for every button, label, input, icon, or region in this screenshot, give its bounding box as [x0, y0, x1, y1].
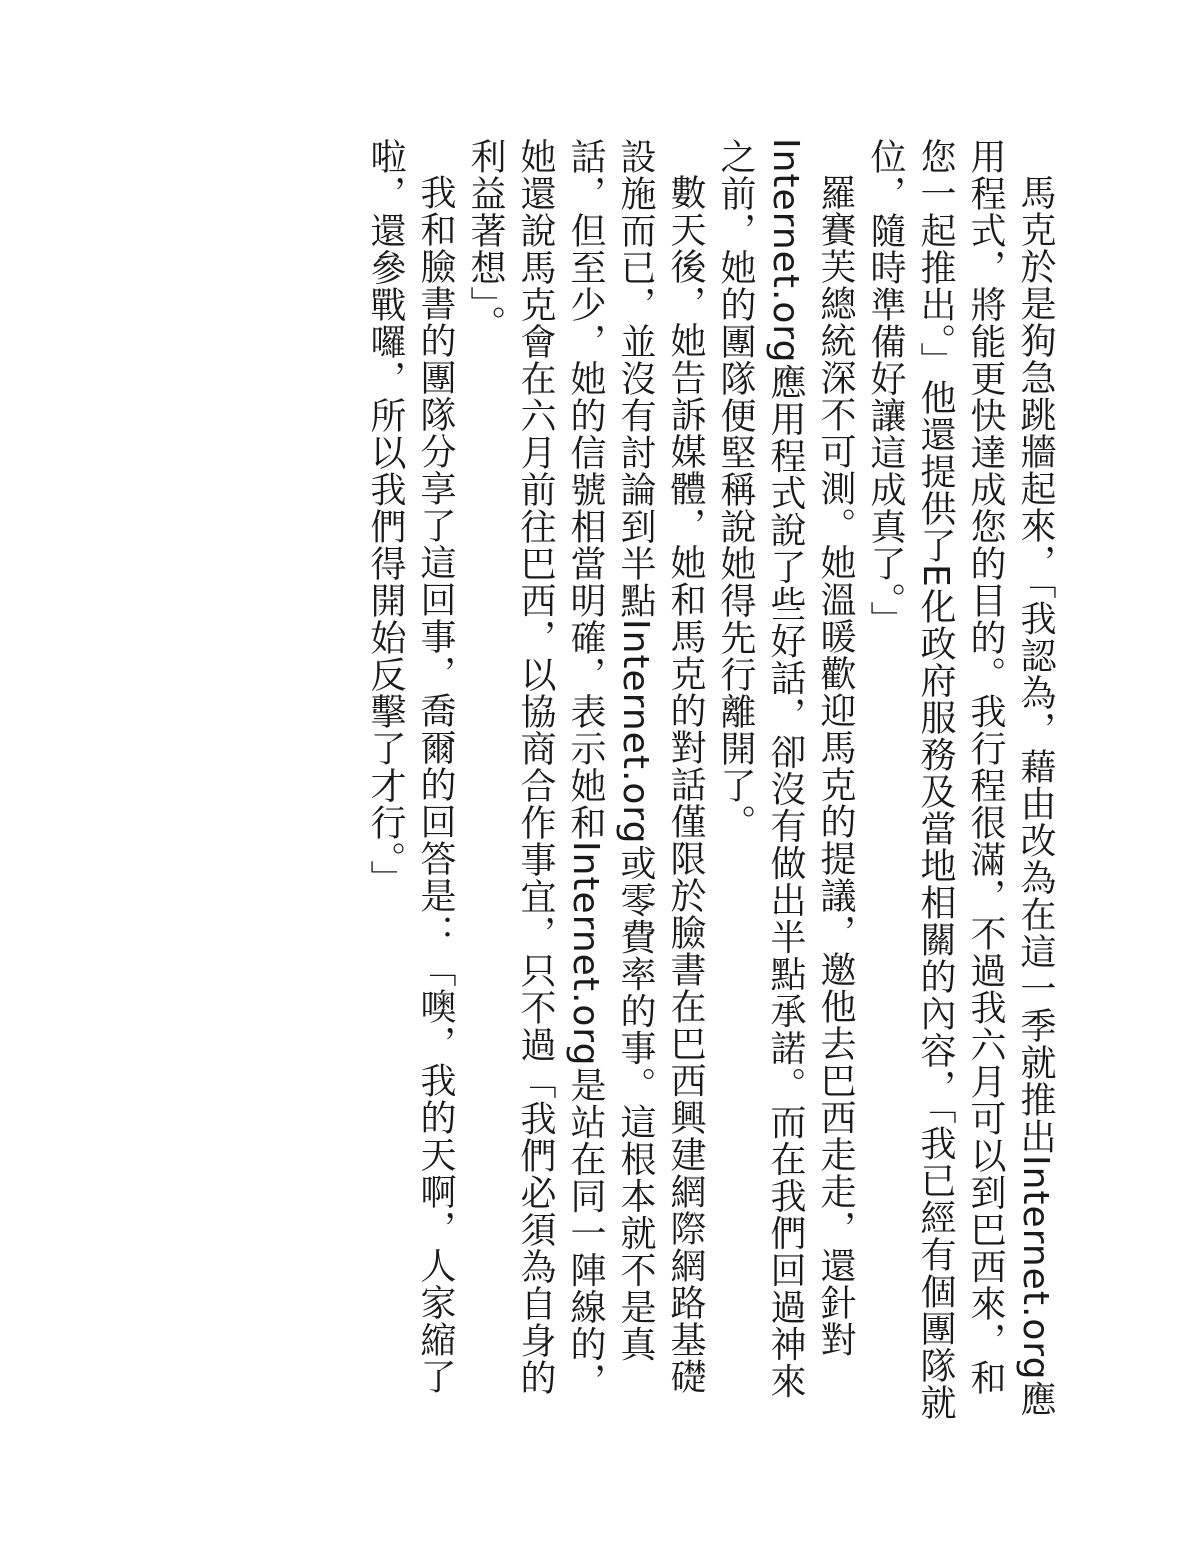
- paragraph-2: 羅賽芙總統深不可測。她溫暖歡迎馬克的提議，邀他去巴西走走，還針對Internet.org應用程式說了些好話，卻沒有做出半點承諾。而在我們回過神來之前，她的團隊便堅稱說她得先行離開了。: [715, 138, 856, 1400]
- paragraph-4: 我和臉書的團隊分享了這回事，喬爾的回答是：「噢，我的天啊，人家縮了啦，還參戰囉，所以我們得開始反擊了才行。」: [365, 138, 456, 1395]
- vertical-text-body: [140, 138, 1060, 1428]
- paragraph-1: 馬克於是狗急跳牆起來，「我認為，藉由改為在這一季就推出Internet.org應用程式，將能更快達成您的目的。我行程很滿，不過我六月可以到巴西來，和您一起推出。」他還提供了E化政府服務及當地相關的內容，「我已經有個團隊就位，隨時準備好讓這成真了。」: [865, 138, 1056, 1421]
- paragraph-3: 數天後，她告訴媒體，她和馬克的對話僅限於臉書在巴西興建網際網路基礎設施而已，並沒有討論到半點Internet.org或零費率的事。這根本就不是真話，但至少，她的信號相當明確，表示她和Internet.org是站在同一陣線的，她還說馬克會在六月前往巴西，以協商合作事宜，只不過「我們必須為自身的利益著想」。: [465, 138, 706, 1400]
